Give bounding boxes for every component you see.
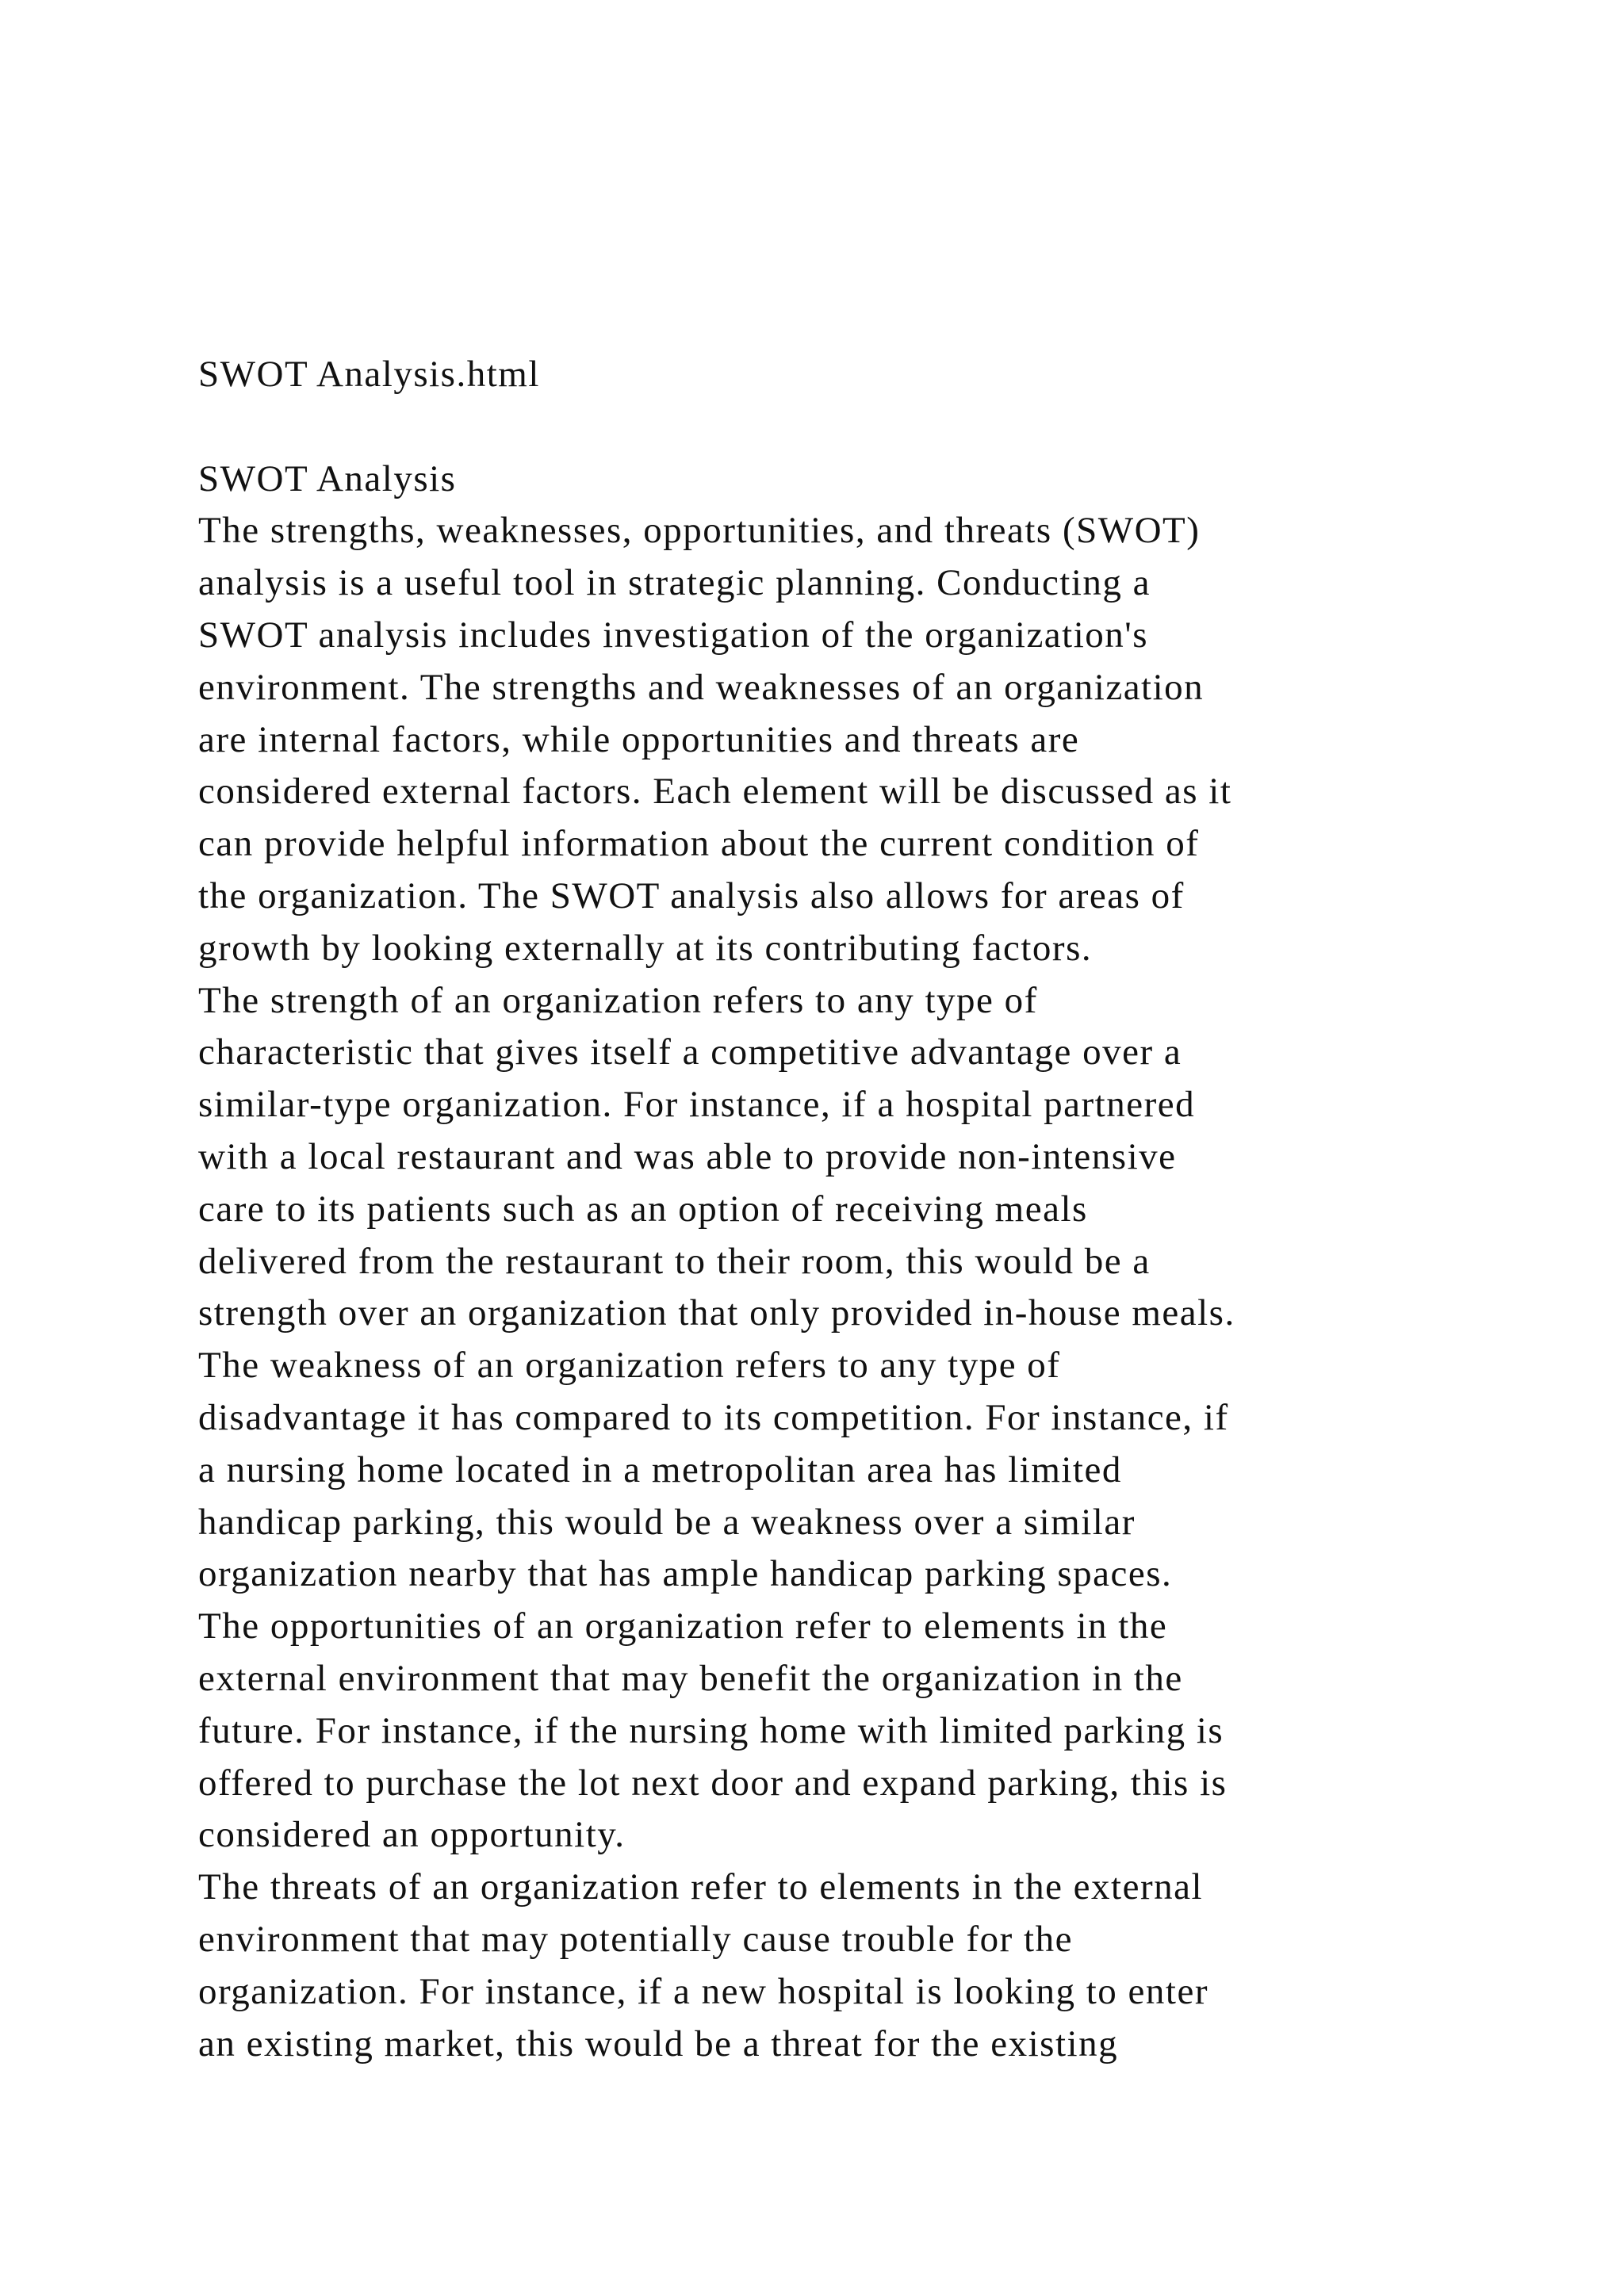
text-line: offered to purchase the lot next door and expand parking, this is bbox=[198, 1762, 1228, 1804]
document-heading: SWOT Analysis bbox=[198, 457, 457, 499]
text-line: The threats of an organization refer to elements in the external bbox=[198, 1866, 1204, 1908]
text-line: The opportunities of an organization refer to elements in the bbox=[198, 1605, 1168, 1647]
text-line: can provide helpful information about the current condition of bbox=[198, 823, 1200, 865]
text-line: are internal factors, while opportunities and threats are bbox=[198, 718, 1080, 760]
text-line: strength over an organization that only provided in-house meals. bbox=[198, 1292, 1235, 1334]
text-line: organization. For instance, if a new hospital is looking to enter bbox=[198, 1970, 1208, 2012]
text-line: disadvantage it has compared to its competition. For instance, if bbox=[198, 1396, 1229, 1438]
text-line: The strengths, weaknesses, opportunities, and threats (SWOT) bbox=[198, 510, 1201, 552]
text-line: considered external factors. Each element will be discussed as it bbox=[198, 771, 1232, 813]
text-line: an existing market, this would be a threat for the existing bbox=[198, 2022, 1119, 2064]
text-line: SWOT analysis includes investigation of the organization's bbox=[198, 614, 1149, 656]
text-line: handicap parking, this would be a weakness over a similar bbox=[198, 1501, 1136, 1543]
text-line: the organization. The SWOT analysis also allows for areas of bbox=[198, 874, 1185, 916]
text-line: analysis is a useful tool in strategic planning. Conducting a bbox=[198, 562, 1151, 604]
text-line: with a local restaurant and was able to provide non-intensive bbox=[198, 1135, 1177, 1177]
text-line: delivered from the restaurant to their room, this would be a bbox=[198, 1240, 1151, 1282]
text-line: environment. The strengths and weaknesses of an organization bbox=[198, 666, 1205, 708]
text-line: a nursing home located in a metropolitan area has limited bbox=[198, 1448, 1122, 1490]
text-line: The strength of an organization refers to any type of bbox=[198, 979, 1038, 1021]
text-line: considered an opportunity. bbox=[198, 1814, 626, 1856]
text-line: characteristic that gives itself a competitive advantage over a bbox=[198, 1031, 1182, 1073]
text-line: The weakness of an organization refers to any type of bbox=[198, 1345, 1061, 1387]
text-line: similar-type organization. For instance, if a hospital partnered bbox=[198, 1084, 1196, 1126]
blank-line bbox=[198, 401, 1499, 453]
text-line: growth by looking externally at its contributing factors. bbox=[198, 927, 1093, 969]
text-line: future. For instance, if the nursing home with limited parking is bbox=[198, 1709, 1224, 1751]
text-line: care to its patients such as an option of receiving meals bbox=[198, 1188, 1088, 1230]
text-line: organization nearby that has ample handicap parking spaces. bbox=[198, 1553, 1173, 1595]
file-title: SWOT Analysis.html bbox=[198, 354, 540, 395]
text-line: environment that may potentially cause trouble for the bbox=[198, 1918, 1073, 1960]
text-line: external environment that may benefit the organization in the bbox=[198, 1657, 1183, 1699]
document-body bbox=[198, 349, 1499, 2070]
